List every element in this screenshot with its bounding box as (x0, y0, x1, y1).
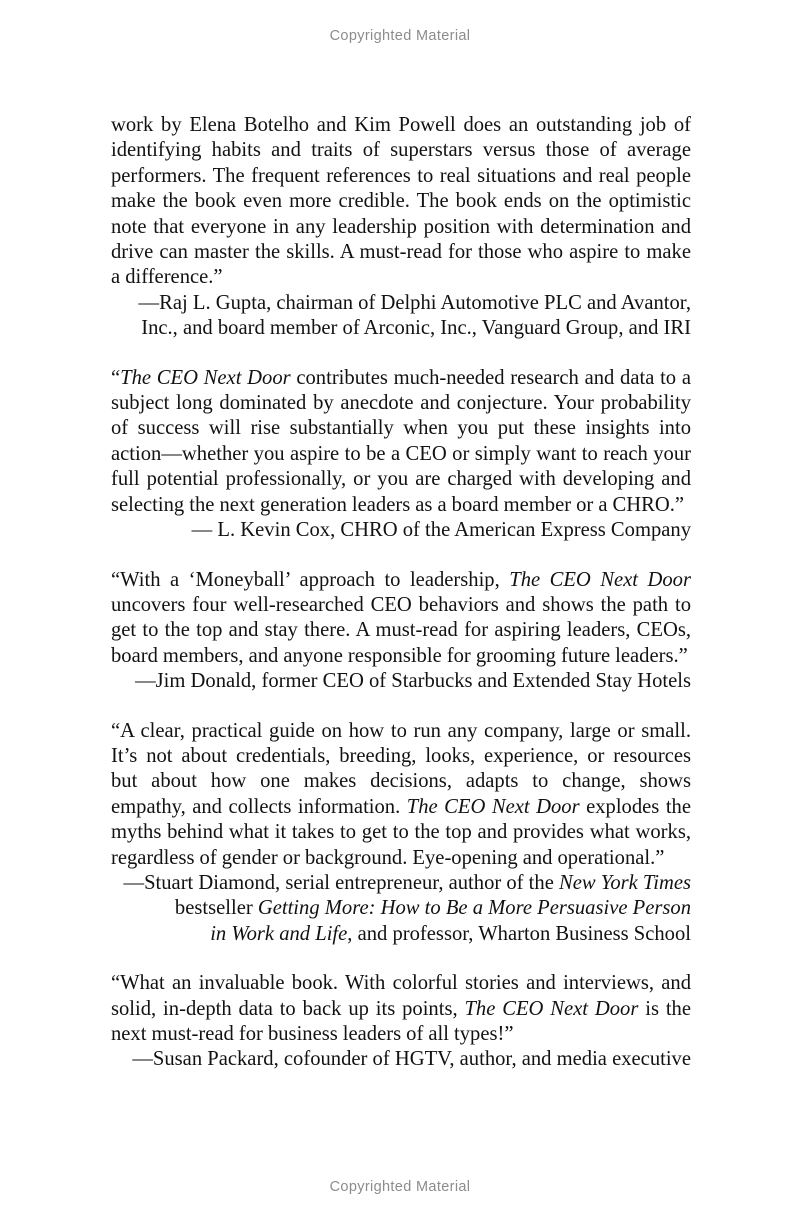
book-title-the-ceo-next-door: The CEO Next Door (464, 997, 639, 1020)
attribution-line: —Jim Donald, former CEO of Starbucks and Extended Stay Hotels (135, 670, 691, 693)
attribution-line (111, 896, 691, 921)
attribution-line: —Susan Packard, cofounder of HGTV, author, and media executive (132, 1048, 691, 1071)
book-title-getting-more-cont: in Work and Life (210, 922, 348, 945)
blurb-packard-body (111, 971, 691, 1047)
blurb-donald-body-prefix: “With a ‘Moneyball’ approach to leadership, (111, 568, 510, 591)
attribution-line: Inc., and board member of Arconic, Inc., Vanguard Group, and IRI (141, 317, 691, 340)
blurb-donald-body (111, 568, 691, 670)
blurb-cox (111, 366, 691, 544)
blurb-packard-body-prefix: “What an invaluable book. With colorful stories and interviews, and solid, in-depth data to back up its points, (111, 972, 691, 1020)
blurb-gupta-attribution (111, 291, 691, 342)
open-quote: “ (111, 366, 121, 389)
blurb-cox-body (111, 366, 691, 518)
blurb-diamond-body-suffix: explodes the myths behind what it takes to get to the top and provides what works, regardless of gender or background. Eye-opening and operational.” (111, 795, 691, 869)
text-block (111, 113, 691, 1073)
blurb-packard-attribution (111, 1047, 691, 1072)
book-title-the-ceo-next-door: The CEO Next Door (509, 568, 691, 591)
attribution-line: —Raj L. Gupta, chairman of Delphi Automotive PLC and Avantor, (138, 291, 691, 314)
blurb-cox-body-line-1-suffix: contributes much-needed research and data to a (290, 366, 691, 389)
blurb-diamond-body-prefix: “A clear, practical guide on how to run any company, large or small. It’s not about credentials, breeding, looks, experience, or resources but about how one makes decisions, adapts to change, shows empathy, and collects information. (111, 719, 691, 818)
blurb-donald-attribution (111, 669, 691, 694)
attribution-text: —Stuart Diamond, serial entrepreneur, author of the (123, 871, 559, 894)
book-title-the-ceo-next-door: The CEO Next Door (406, 795, 580, 818)
blurb-cox-body-rest: subject long dominated by anecdote and conjecture. Your probability of success will rise substantially when you put these insights into action—whether you aspire to be a CEO or simply want to reach your full potential professionally, or you are charged with developing and selecting the next generation leaders as a board member or a CHRO.” (111, 392, 691, 516)
book-title-the-ceo-next-door: The CEO Next Door (120, 366, 291, 389)
blurb-gupta (111, 113, 691, 342)
blurb-diamond (111, 719, 691, 948)
blurb-packard (111, 971, 691, 1073)
blurb-donald-body-suffix: uncovers four well-researched CEO behaviors and shows the path to get to the top and stay there. A must-read for aspiring leaders, CEOs, board members, and anyone responsible for grooming future leaders.” (111, 593, 691, 667)
attribution-line (111, 922, 691, 947)
running-foot-copyrighted-material: Copyrighted Material (329, 1179, 471, 1195)
attribution-text: bestseller (174, 897, 258, 920)
blurb-gupta-body: work by Elena Botelho and Kim Powell does an outstanding job of identifying habits and traits of superstars versus those of average performers. The frequent references to real situations and real people make the book even more credible. The book ends on the optimistic note that everyone in any leadership position with determination and drive can master the skills. A must-read for those who aspire to make a difference.” (111, 114, 691, 289)
book-title-getting-more: Getting More: How to Be a More Persuasive Person (257, 897, 691, 920)
publication-new-york-times: New York Times (559, 871, 691, 894)
blurb-packard-body-suffix: is the next must-read for business leaders of all types!” (111, 997, 691, 1045)
running-head-copyrighted-material: Copyrighted Material (329, 28, 471, 44)
attribution-text: , and professor, Wharton Business School (347, 922, 691, 945)
attribution-line: — L. Kevin Cox, CHRO of the American Express Company (191, 519, 691, 542)
blurb-diamond-body (111, 719, 691, 871)
blurb-donald (111, 568, 691, 695)
blurb-cox-attribution (111, 518, 691, 543)
attribution-line (111, 871, 691, 896)
blurb-diamond-attribution (111, 871, 691, 947)
